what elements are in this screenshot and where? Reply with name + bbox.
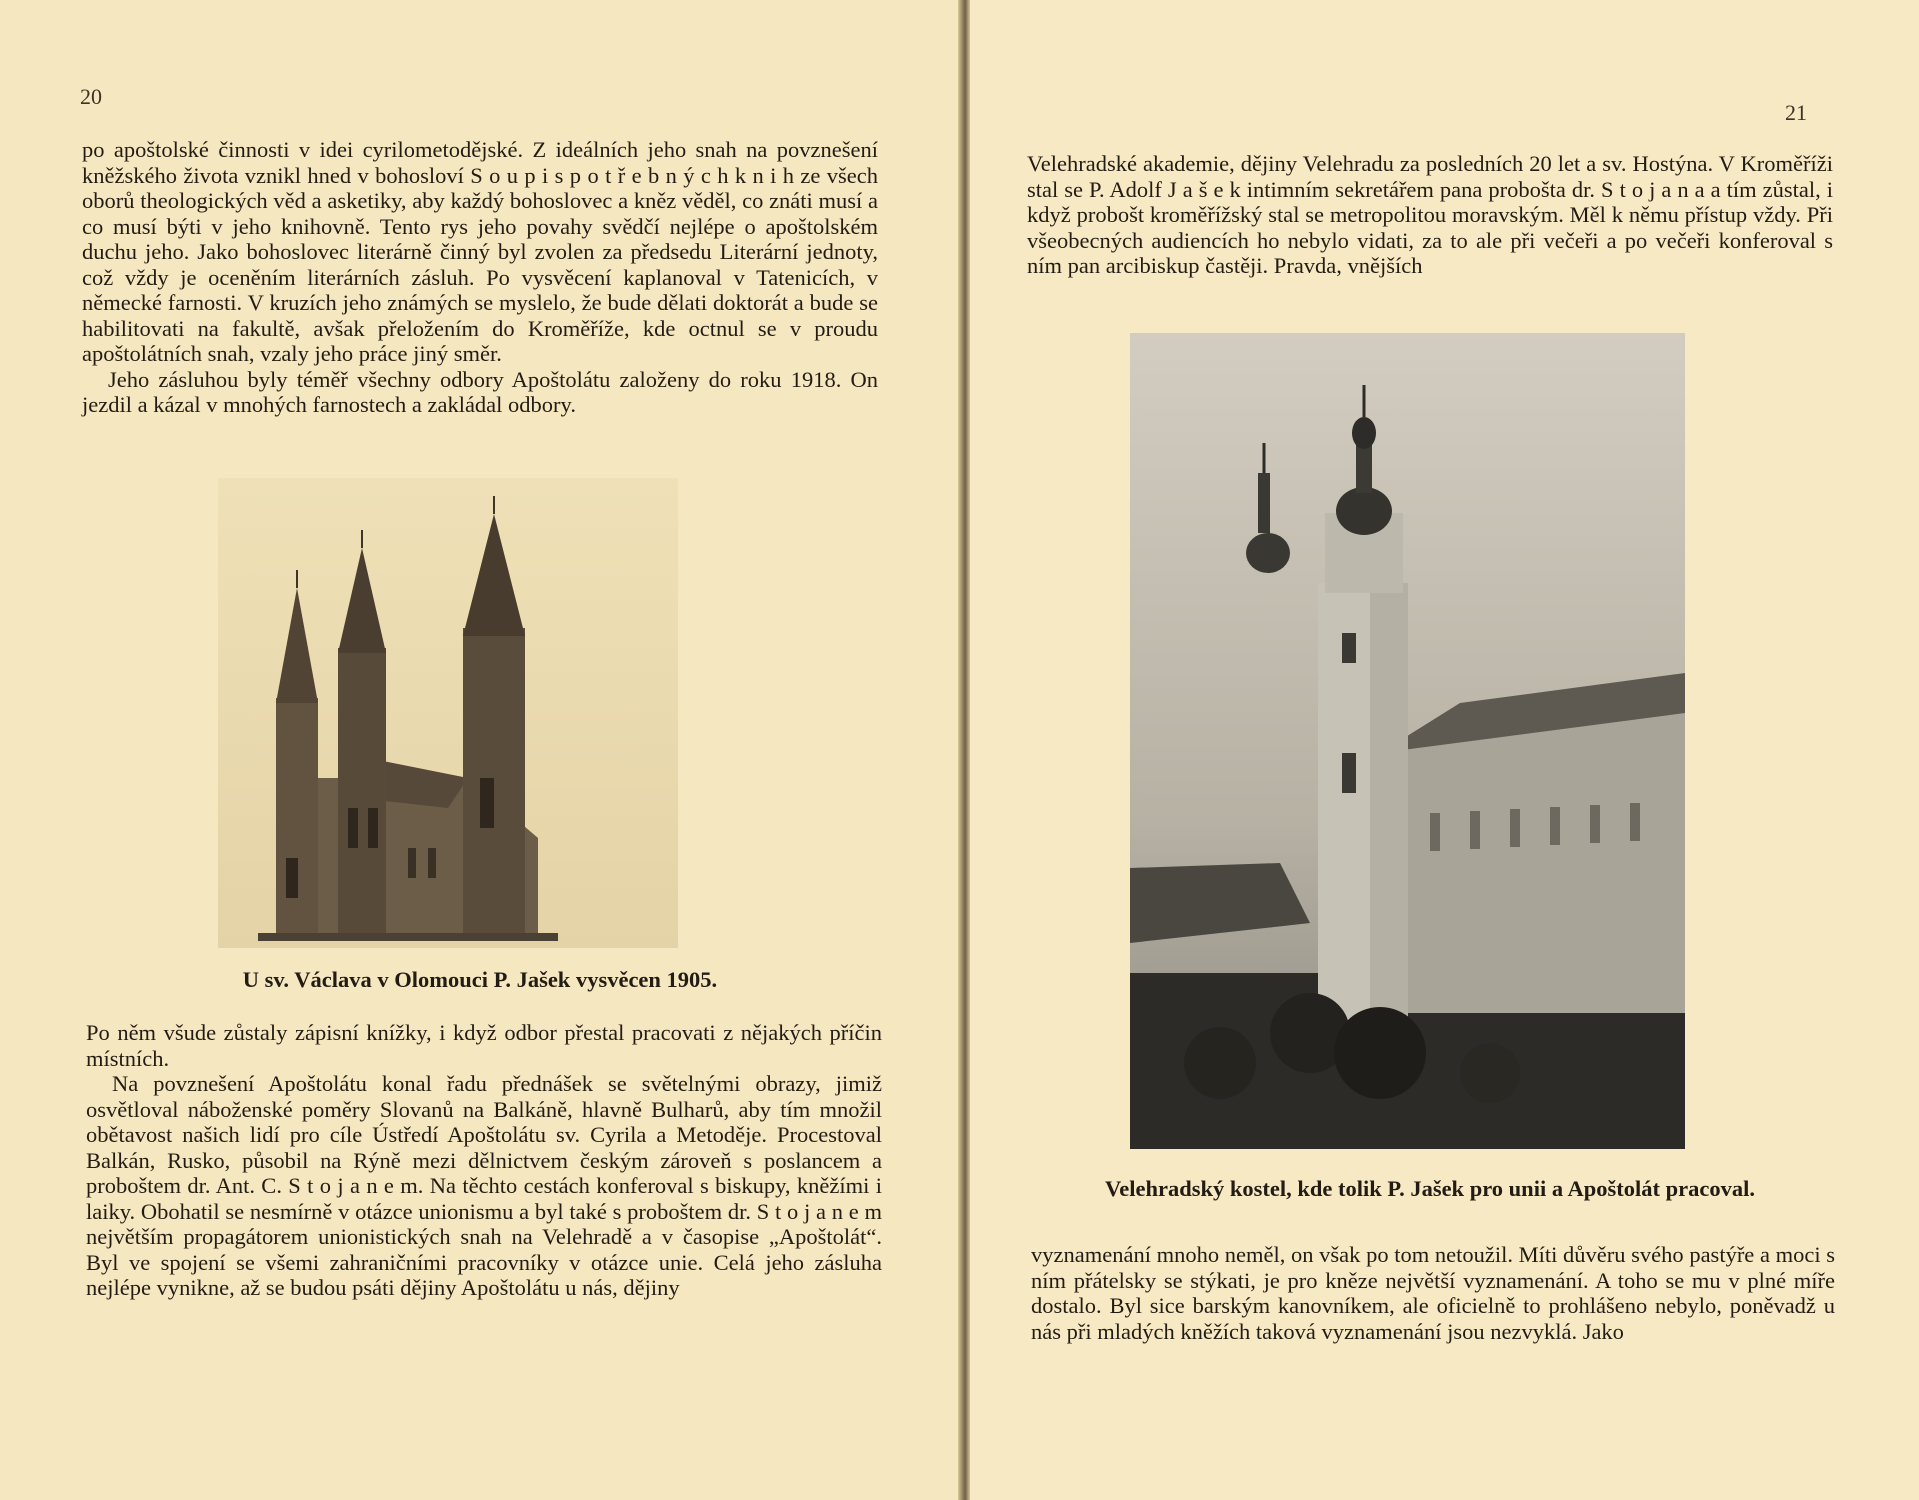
paragraph: Na povznešení Apoštolátu konal řadu přednášek se světelnými obrazy, jimiž osvětloval náboženské poměry Slovanů na Balkáně, hlavně Bulharů, aby tím množil obětavost našich lidí pro cíle Ústředí Apoštolátu sv. Cyrila a Metoděje. Procestoval Balkán, Rusko, působil na Rýně mezi dělnictvem českým zároveň s poslancem a proboštem dr. Ant. C. S t o j a n e m. Na těchto cestách konferoval s biskupy, kněžími i laiky. Obohatil se nesmírně v otázce unionismu a byl také s proboštem dr. S t o j a n e m největším propagátorem unionistických snah na Velehradě a v časopise „Apoštolát“. Byl ve spojení se všemi zahraničními pracovníky v otázce unie. Celá jeho zásluha nejlépe vynikne, až se budou psáti dějiny Apoštolátu u nás, dějiny [86, 1071, 882, 1300]
right-bottom-text [1031, 1242, 1835, 1344]
left-page [0, 0, 958, 1500]
left-bottom-text [86, 1020, 882, 1301]
velehrad-basilica-photo [1130, 333, 1685, 1149]
paragraph: Po něm všude zůstaly zápisní knížky, i když odbor přestal pracovati z nějakých příčin místních. [86, 1020, 882, 1071]
book-gutter [958, 0, 970, 1500]
right-top-text [1027, 151, 1833, 279]
paragraph: Velehradské akademie, dějiny Velehradu za posledních 20 let a sv. Hostýna. V Kroměříži stal se P. Adolf J a š e k intimním sekretářem pana probošta dr. S t o j a n a a tím zůstal, i když probošt kroměřížský stal se metropolitou moravským. Měl k němu přístup vždy. Při všeobecných audiencích ho nebylo vidati, za to ale při večeři a po večeři konferoval s ním pan arcibiskup častěji. Pravda, vnějších [1027, 151, 1833, 278]
caption-left: U sv. Václava v Olomouci P. Jašek vysvěcen 1905. [242, 967, 718, 992]
paragraph: po apoštolské činnosti v idei cyrilometodějské. Z ideálních jeho snah na povznešení kněžského života vznikl hned v bohosloví S o u p i s p o t ř e b n ý c h k n i h ze všech oborů theologických věd a asketiky, aby každý bohoslovec a kněz věděl, co znáti musí a co musí býti v jeho knihovně. Tento rys jeho povahy svědčí nejlépe o apoštolském duchu jeho. Jako bohoslovec literárně činný byl zvolen za předsedu Literární jednoty, což vždy je oceněním literárních zásluh. Po vysvěcení kaplanoval v Tatenicích, v německé farnosti. V kruzích jeho známých se myslelo, že bude dělati doktorát a bude se habilitovati na fakultě, avšak přeložením do Kroměříže, kde octnul se v proudu apoštolátních snah, vzaly jeho práce jiný směr. [82, 137, 878, 366]
page-number-right: 21 [1785, 100, 1807, 125]
cathedral-illustration [218, 478, 678, 948]
paragraph: Jeho zásluhou byly téměř všechny odbory Apoštolátu založeny do roku 1918. On jezdil a kázal v mnohých farnostech a zakládal odbory. [82, 366, 878, 417]
left-top-text [82, 137, 878, 418]
paragraph: vyznamenání mnoho neměl, on však po tom netoužil. Míti důvěru svého pastýře a moci s ním přátelsky se stýkati, je pro kněze největší vyznamenání. A toho se mu v plné míře dostalo. Byl sice barským kanovníkem, ale oficielně to prohlášeno nebylo, poněvadž u nás při mladých kněžích taková vyznamenání jsou nezvyklá. Jako [1031, 1242, 1835, 1344]
caption-right: Velehradský kostel, kde tolik P. Jašek pro unii a Apoštolát pracoval. [1105, 1176, 1755, 1201]
right-page [970, 0, 1919, 1500]
page-number-left: 20 [80, 84, 102, 109]
